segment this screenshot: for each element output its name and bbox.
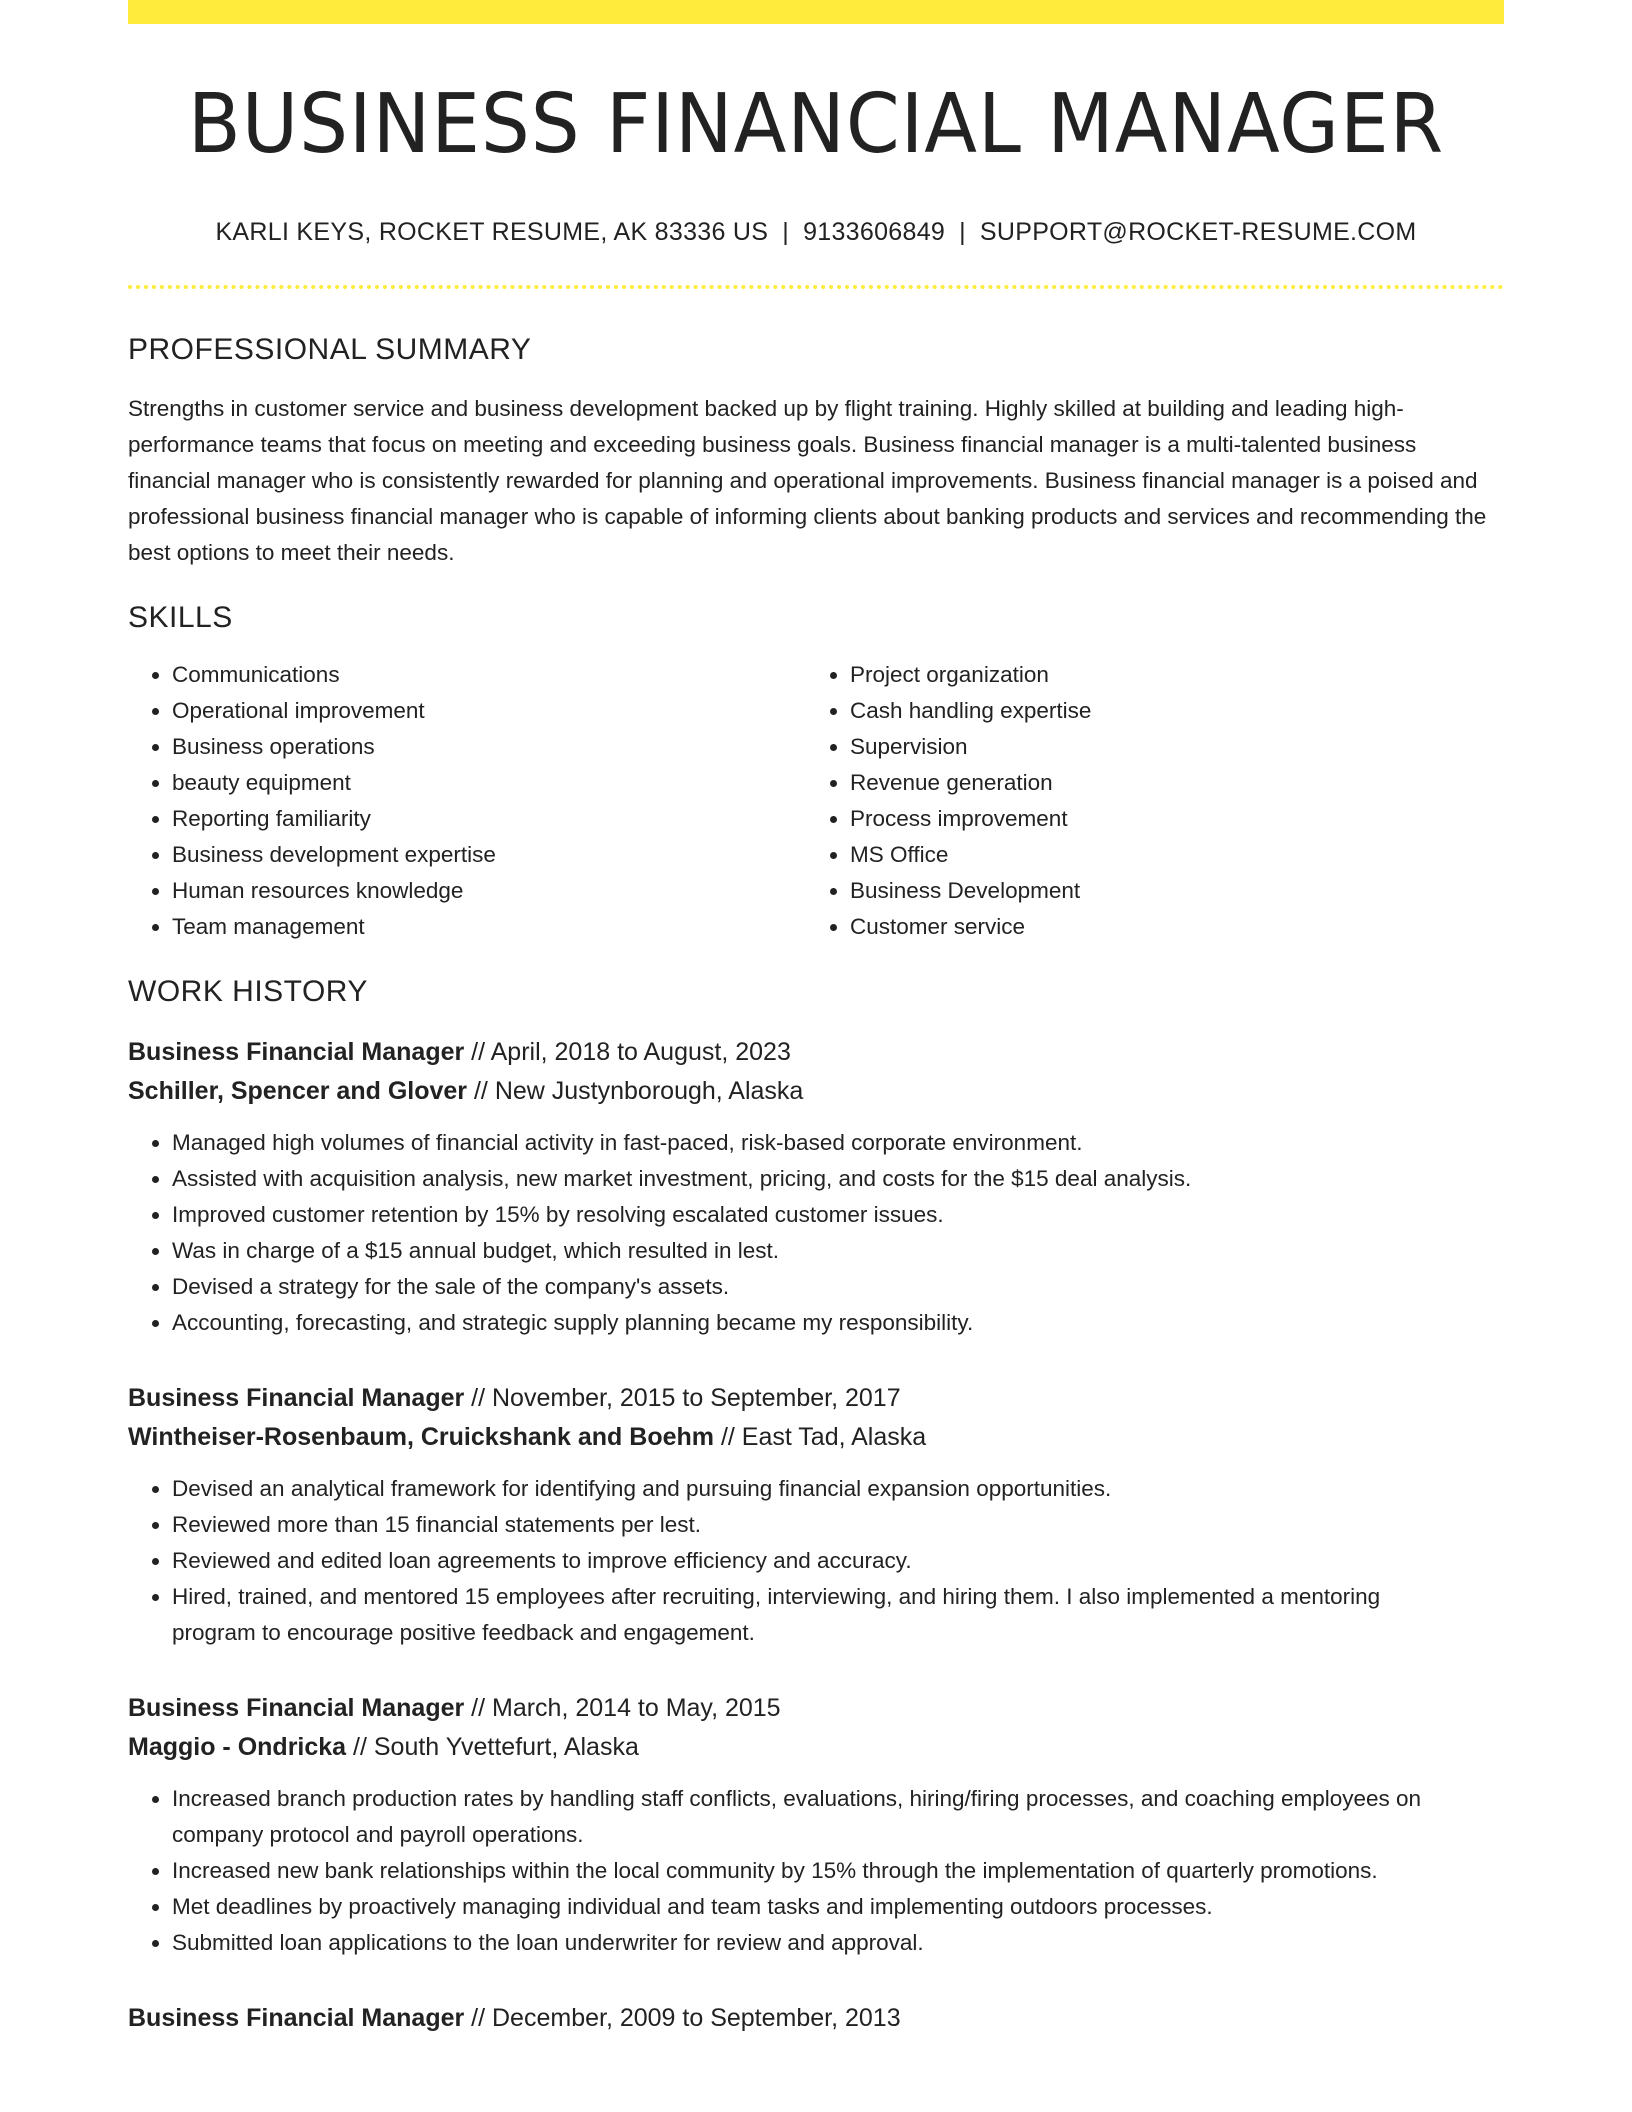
job-title-line <box>128 1999 1504 2038</box>
job-bullet: • Devised a strategy for the sale of the company's assets. <box>172 1269 1504 1305</box>
job-bullet: • Accounting, forecasting, and strategic supply planning became my responsibility. <box>172 1305 1504 1341</box>
job-entry <box>128 1999 1504 2038</box>
skill-item: • Process improvement <box>850 801 1484 837</box>
job-bullet: • Reviewed and edited loan agreements to improve efficiency and accuracy. <box>172 1543 1504 1579</box>
skills-list-right <box>806 657 1484 945</box>
skill-item: • Supervision <box>850 729 1484 765</box>
skill-item: • Communications <box>172 657 806 693</box>
contact-email: SUPPORT@ROCKET-RESUME.COM <box>979 218 1417 246</box>
skill-item: • Business development expertise <box>172 837 806 873</box>
dotted-divider <box>128 285 1504 289</box>
job-company: Wintheiser-Rosenbaum, Cruickshank and Boehm <box>128 1423 714 1451</box>
resume-title: BUSINESS FINANCIAL MANAGER <box>187 77 1445 172</box>
skill-item: • Customer service <box>850 909 1484 945</box>
job-title: Business Financial Manager <box>128 2004 465 2032</box>
job-entry <box>128 1689 1504 1961</box>
skill-item: • Project organization <box>850 657 1484 693</box>
job-company-line <box>128 1418 1504 1457</box>
skill-item: • Human resources knowledge <box>172 873 806 909</box>
job-bullet: • Assisted with acquisition analysis, new market investment, pricing, and costs for the $15 deal analysis. <box>172 1161 1504 1197</box>
job-bullet: • Increased new bank relationships within the local community by 15% through the implementation of quarterly promotions. <box>172 1853 1504 1889</box>
job-title: Business Financial Manager <box>128 1384 465 1412</box>
job-bullet: • Devised an analytical framework for identifying and pursuing financial expansion opportunities. <box>172 1471 1504 1507</box>
job-company: Maggio - Ondricka <box>128 1733 347 1761</box>
job-bullet: • Managed high volumes of financial activity in fast-paced, risk-based corporate environment. <box>172 1125 1504 1161</box>
job-bullets <box>128 1125 1504 1341</box>
job-bullets <box>128 1781 1504 1961</box>
contact-phone: 9133606849 <box>803 218 946 246</box>
job-bullet: • Met deadlines by proactively managing individual and team tasks and implementing outdoors processes. <box>172 1889 1504 1925</box>
skill-item: • beauty equipment <box>172 765 806 801</box>
accent-bar <box>128 0 1504 24</box>
job-entry <box>128 1033 1504 1341</box>
summary-heading: PROFESSIONAL SUMMARY <box>128 333 532 366</box>
job-title: Business Financial Manager <box>128 1694 465 1722</box>
job-dates: // December, 2009 to September, 2013 <box>464 2004 901 2032</box>
job-location: // New Justynborough, Alaska <box>467 1077 804 1105</box>
job-entry <box>128 1379 1504 1651</box>
contact-separator: | <box>782 218 790 246</box>
job-dates: // November, 2015 to September, 2017 <box>464 1384 901 1412</box>
job-title-line <box>128 1033 1504 1072</box>
skills-heading: SKILLS <box>128 601 233 634</box>
skill-item: • Reporting familiarity <box>172 801 806 837</box>
job-bullet: • Hired, trained, and mentored 15 employees after recruiting, interviewing, and hiring them. I also implemented a mentoring program to encourage positive feedback and engagement. <box>172 1579 1504 1651</box>
skills-columns <box>128 657 1504 945</box>
resume-page <box>128 0 1504 2038</box>
job-bullet: • Was in charge of a $15 annual budget, which resulted in lest. <box>172 1233 1504 1269</box>
skill-item: • Revenue generation <box>850 765 1484 801</box>
job-bullet: • Submitted loan applications to the loan underwriter for review and approval. <box>172 1925 1504 1961</box>
job-company-line <box>128 1728 1504 1767</box>
contact-line <box>128 218 1504 247</box>
job-bullet: • Increased branch production rates by handling staff conflicts, evaluations, hiring/firing processes, and coaching employees on company protocol and payroll operations. <box>172 1781 1504 1853</box>
skill-item: • Operational improvement <box>172 693 806 729</box>
skill-item: • Business operations <box>172 729 806 765</box>
job-bullet: • Improved customer retention by 15% by resolving escalated customer issues. <box>172 1197 1504 1233</box>
job-dates: // April, 2018 to August, 2023 <box>464 1038 791 1066</box>
skill-item: • Team management <box>172 909 806 945</box>
summary-text: Strengths in customer service and business development backed up by flight training. Highly skilled at building and leading high-performance teams that focus on meeting and exceeding business goals. Business financial manager is a multi-talented business financial manager who is consistently rewarded for planning and operational improvements. Business financial manager is a poised and professional business financial manager who is capable of informing clients about banking products and services and recommending the best options to meet their needs. <box>128 396 1487 565</box>
job-bullet: • Reviewed more than 15 financial statements per lest. <box>172 1507 1504 1543</box>
work-history-heading: WORK HISTORY <box>128 975 368 1008</box>
skill-item: • Cash handling expertise <box>850 693 1484 729</box>
job-location: // East Tad, Alaska <box>714 1423 927 1451</box>
job-bullets <box>128 1471 1504 1651</box>
skill-item: • Business Development <box>850 873 1484 909</box>
job-location: // South Yvettefurt, Alaska <box>346 1733 639 1761</box>
contact-address: KARLI KEYS, ROCKET RESUME, AK 83336 US <box>215 218 769 246</box>
job-title-line <box>128 1379 1504 1418</box>
job-title: Business Financial Manager <box>128 1038 465 1066</box>
job-company-line <box>128 1072 1504 1111</box>
skills-list-left <box>128 657 806 945</box>
skill-item: • MS Office <box>850 837 1484 873</box>
job-title-line <box>128 1689 1504 1728</box>
job-company: Schiller, Spencer and Glover <box>128 1077 468 1105</box>
contact-separator: | <box>959 218 966 246</box>
job-dates: // March, 2014 to May, 2015 <box>464 1694 781 1722</box>
